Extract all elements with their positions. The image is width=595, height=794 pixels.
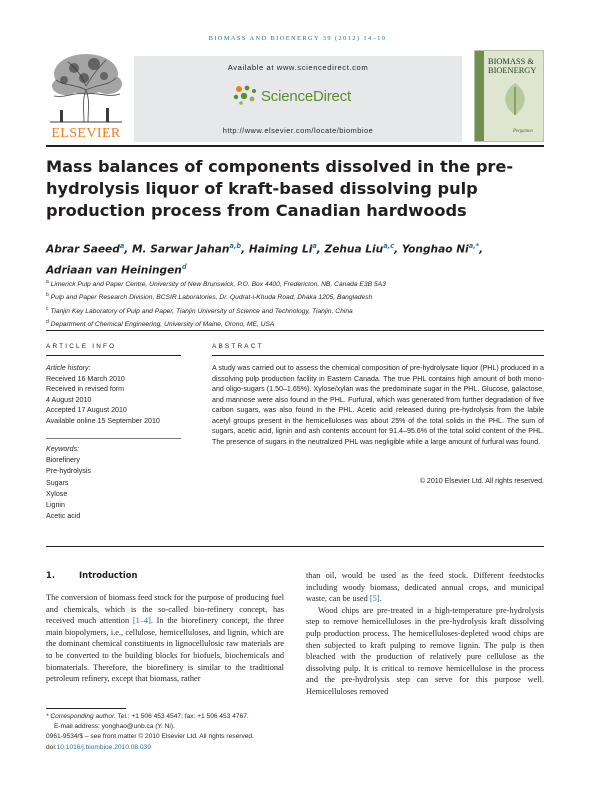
- elsevier-tree-icon: [46, 50, 126, 126]
- keywords-label: Keywords:: [46, 445, 80, 453]
- keyword-item: Sugars: [46, 478, 69, 487]
- corresponding-author-note: * Corresponding author. Tel.: +1 506 453 4547; fax: +1 506 453 4767.: [46, 713, 249, 720]
- author-affil-marker[interactable]: a: [119, 242, 125, 250]
- author-affil-marker[interactable]: a: [312, 242, 317, 250]
- keyword-item: Xylose: [46, 489, 68, 498]
- cover-title: BIOMASS & BIOENERGY: [488, 57, 537, 75]
- sciencedirect-swirl-icon: [232, 84, 260, 106]
- abstract-rule: [212, 355, 544, 356]
- author-name[interactable]: M. Sarwar Jahan: [131, 243, 230, 256]
- history-item: Received in revised form: [46, 385, 125, 393]
- keyword-item: Pre-hydrolysis: [46, 467, 91, 476]
- affiliation-item: $^c$ Tianjin Key Laboratory of Pulp and Paper, Tianjin University of Science and Technology, Tianjin, China: [46, 305, 353, 316]
- author-name[interactable]: Adriaan van Heiningen: [46, 264, 182, 277]
- author-name[interactable]: Haiming Li: [248, 243, 313, 256]
- article-info-rule: [46, 355, 181, 356]
- keyword-item: Biorefinery: [46, 456, 80, 465]
- sciencedirect-logo[interactable]: [232, 84, 351, 106]
- keywords-divider: [46, 438, 181, 439]
- body-divider: [46, 546, 544, 547]
- affiliation-item: $^a$ Limerick Pulp and Paper Centre, University of New Brunswick, P.O. Box 4400, Fredericton, NB, Canada E3B 5A3: [46, 279, 386, 289]
- history-item: 4 August 2010: [46, 395, 92, 404]
- keyword-list: [46, 444, 186, 522]
- author-name[interactable]: Abrar Saeed: [46, 243, 120, 256]
- sciencedirect-banner: [134, 56, 462, 142]
- footnote: [46, 712, 346, 753]
- affiliation-item: $^d$ Department of Chemical Engineering, University of Maine, Orono, ME, USA: [46, 319, 275, 329]
- keyword-item: Lignin: [46, 501, 65, 510]
- abstract-text: A study was carried out to assess the chemical composition of pre-hydrolysate liquor (PHL) produced in a dissolving pulp production facility in Eastern Canada. The true PHL contains high amount of both mono- and oligo-sugars (1.50–1.65%). Xylose/xylan was the predominate sugar in the PHL. Glucose, galactose, and mannose were also found in the PHL. Furfural, which was generated from further degradation of five carbon sugars, was also found in the PHL. Acetic acid released during pre-hydrolysis from the labile acetyl groups present in the hemicelluloses was about 25% of the total solids in the PHL. The sum of sugars, acetic acid, lignin and ash contents account for 91.4–95.6% of the total solid content of the PHL. The presence of sugars in the neutralized PHL was negligible while a large amount of furfural was found.: [212, 364, 544, 446]
- journal-cover-thumbnail: [474, 50, 544, 142]
- body-column-left: The conversion of biomass feed stock for the purpose of producing fuel and chemicals, which is the so-called bio-refinery concept, has received much attention [1–4]. In the biorefinery concept, the three main biopolymers, i.e., cellulose, hemicelluloses, and lignin, which are the dominant chemical constituents in lignocellulosic raw materials are to be converted to the building blocks for biofuels, biochemicals and biomaterials. Therefore, the biorefinery is similar to the traditional petroleum refinery, except that biomass, rather: [46, 593, 284, 684]
- section-number: 1.: [46, 570, 56, 580]
- author-list: Abrar Saeed$^a$, M. Sarwar Jahan$^{a,b}$, Haiming Li$^a$, Zehua Liu$^{a,c}$, Yonghao $Ni^{a,*}$, Adriaan van Heiningen$^d$: [46, 242, 484, 277]
- keyword-item: Acetic acid: [46, 512, 81, 521]
- footnote-rule: [46, 708, 126, 709]
- issn-line: 0961-9534/$ – see front matter © 2010 Elsevier Ltd. All rights reserved.: [46, 733, 254, 741]
- sciencedirect-wordmark: ScienceDirect: [261, 88, 351, 105]
- affiliation-list: [46, 277, 546, 331]
- availability-line[interactable]: Available at www.sciencedirect.com: [227, 63, 369, 72]
- elsevier-logo: [46, 50, 126, 142]
- citation-link[interactable]: [5]: [369, 594, 380, 604]
- header-divider: [46, 145, 544, 147]
- affiliation-item: $^b$ Pulp and Paper Research Division, BCSIR Laboratories, Dr. Qudrat-i-Khuda Road, Dhaka 1205, Bangladesh: [46, 292, 373, 302]
- history-item: Received 16 March 2010: [46, 374, 125, 383]
- article-title: Mass balances of components dissolved in the pre-hydrolysis liquor of kraft-based dissolving pulp production process from Canadian hardwoods: [46, 157, 514, 220]
- section-heading-introduction: [46, 570, 137, 580]
- section-title: Introduction: [79, 570, 138, 580]
- elsevier-wordmark: ELSEVIER: [51, 126, 121, 141]
- author-affil-marker[interactable]: d: [181, 262, 187, 271]
- affiliation-divider: [46, 330, 544, 331]
- body-column-right: [306, 570, 544, 698]
- body-paragraph: Wood chips are pre-treated in a high-temperature pre-hydrolysis step to remove hemicelluloses in the pre-hydrolysis kraft dissolving pulp production process. The hemicelluloses-depleted wood chips are then subjected to kraft pulping to remove lignin. The pulp is then bleached with the production of relatively pure cellulose as the dissolving pulp. It is critical to remove hemicellulose in the process and the pre-hydrolysis step can serve for this purpose well. Hemicelluloses removed: [306, 605, 544, 696]
- abstract-copyright: © 2010 Elsevier Ltd. All rights reserved.: [419, 477, 544, 485]
- author-name[interactable]: Yonghao Ni: [401, 243, 469, 256]
- abstract-heading: ABSTRACT: [212, 343, 264, 350]
- article-history: [46, 363, 186, 426]
- journal-citation-line: BIOMASS AND BIOENERGY 39 (2012) 14–19: [208, 35, 387, 42]
- cover-imprint: Pergamon: [513, 129, 533, 134]
- citation-link[interactable]: [1–4]: [132, 616, 151, 626]
- article-info-heading: ARTICLE INFO: [46, 343, 117, 350]
- author-affil-marker[interactable]: a,b: [229, 242, 242, 250]
- doi-link[interactable]: 10.1016/j.biombioe.2010.08.039: [56, 743, 151, 751]
- author-affil-marker[interactable]: a,*: [468, 242, 480, 250]
- cover-leaf-icon: [495, 81, 535, 117]
- author-name[interactable]: Zehua Liu: [324, 243, 384, 256]
- email-line[interactable]: E-mail address: yonghao@unb.ca (Y. Ni).: [54, 723, 175, 731]
- body-paragraph: than oil, would be used as the feed stock. Different feedstocks including woody biomass, dedicated annual crops, and municipal waste, can be used [5].: [306, 571, 544, 604]
- journal-homepage-link[interactable]: http://www.elsevier.com/locate/biombioe: [222, 126, 374, 135]
- author-affil-marker[interactable]: a,c: [383, 242, 395, 250]
- doi-line: doi:10.1016/j.biombioe.2010.08.039: [46, 743, 151, 751]
- history-label: Article history:: [46, 364, 91, 372]
- cover-spine-band: [475, 51, 484, 141]
- history-item: Accepted 17 August 2010: [46, 406, 127, 414]
- history-item: Available online 15 September 2010: [46, 416, 160, 425]
